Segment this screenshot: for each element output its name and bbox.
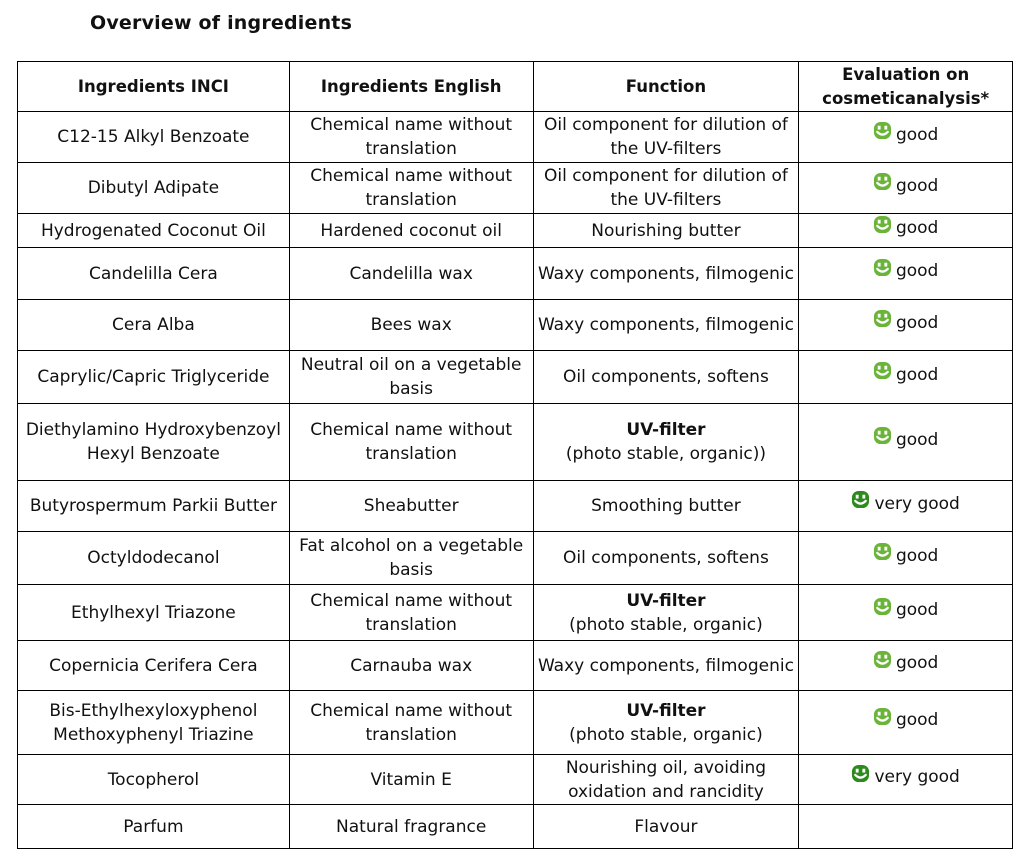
smiley-good-icon: [873, 542, 892, 561]
evaluation-badge: [873, 174, 938, 198]
evaluation-text: good: [895, 653, 939, 674]
cell-english: Hardened coconut oil: [289, 214, 533, 248]
cell-inci: C12-15 Alkyl Benzoate: [18, 112, 290, 163]
smiley-good-icon: [873, 426, 892, 445]
evaluation-text: good: [895, 218, 939, 239]
table-row: [18, 805, 1013, 849]
cell-function: [533, 163, 799, 214]
cell-function: [533, 691, 799, 755]
cell-english: Chemical name without translation: [289, 163, 533, 214]
cell-evaluation: [799, 248, 1013, 300]
function-text: Nourishing butter: [591, 220, 741, 241]
cell-english: Fat alcohol on a vegetable basis: [289, 532, 533, 585]
cell-inci: Cera Alba: [18, 300, 290, 351]
function-text: Waxy components, filmogenic: [537, 315, 794, 335]
function-note: (photo stable, organic): [569, 614, 763, 635]
evaluation-badge: [851, 765, 959, 789]
cell-evaluation: [799, 481, 1013, 532]
evaluation-badge: [873, 363, 938, 387]
cell-inci: Caprylic/Capric Triglyceride: [18, 351, 290, 404]
cell-evaluation: [799, 691, 1013, 755]
function-text: Oil component for dilution of the UV-filters: [543, 166, 788, 210]
smiley-good-icon: [873, 258, 892, 277]
evaluation-badge: [873, 259, 938, 283]
cell-inci: Diethylamino Hydroxybenzoyl Hexyl Benzoate: [18, 404, 290, 481]
cell-evaluation: [799, 532, 1013, 585]
evaluation-text: good: [895, 175, 939, 196]
evaluation-badge: [873, 428, 938, 452]
cell-english: Chemical name without translation: [289, 112, 533, 163]
cell-evaluation: [799, 805, 1013, 849]
table-row: [18, 214, 1013, 248]
cell-english: Bees wax: [289, 300, 533, 351]
cell-english: Neutral oil on a vegetable basis: [289, 351, 533, 404]
header-inci: Ingredients INCI: [18, 62, 290, 112]
table-row: [18, 641, 1013, 691]
ingredients-table: [17, 61, 1013, 849]
function-text: Waxy components, filmogenic: [537, 655, 794, 676]
cell-english: Chemical name without translation: [289, 404, 533, 481]
cell-inci: Bis-Ethylhexyloxyphenol Methoxyphenyl Triazine: [18, 691, 290, 755]
function-text: UV-filter: [626, 420, 706, 440]
cell-inci: Tocopherol: [18, 755, 290, 805]
evaluation-badge: [851, 492, 959, 516]
function-text: Waxy components, filmogenic: [537, 263, 794, 284]
cell-evaluation: [799, 404, 1013, 481]
cell-inci: Hydrogenated Coconut Oil: [18, 214, 290, 248]
smiley-good-icon: [873, 309, 892, 328]
smiley-very-good-icon: [851, 764, 870, 783]
evaluation-badge: [873, 598, 938, 622]
evaluation-badge: [873, 651, 938, 675]
page-title: Overview of ingredients: [90, 12, 353, 34]
evaluation-text: good: [895, 364, 939, 385]
table-row: [18, 532, 1013, 585]
smiley-good-icon: [873, 707, 892, 726]
cell-english: Vitamin E: [289, 755, 533, 805]
cell-function: [533, 248, 799, 300]
cell-inci: Parfum: [18, 805, 290, 849]
cell-english: Chemical name without translation: [289, 691, 533, 755]
table-body: [18, 112, 1013, 849]
table-row: [18, 112, 1013, 163]
function-text: Oil component for dilution of the UV-filters: [543, 115, 788, 159]
cell-function: [533, 404, 799, 481]
evaluation-badge: [873, 708, 938, 732]
evaluation-text: very good: [874, 493, 960, 514]
smiley-good-icon: [873, 597, 892, 616]
evaluation-text: good: [895, 429, 939, 450]
evaluation-text: good: [895, 600, 939, 621]
cell-evaluation: [799, 755, 1013, 805]
cell-function: [533, 351, 799, 404]
header-function: Function: [533, 62, 799, 112]
evaluation-text: good: [895, 261, 939, 282]
function-note: (photo stable, organic)): [565, 444, 767, 464]
table-row: [18, 404, 1013, 481]
smiley-good-icon: [873, 215, 892, 234]
table-row: [18, 755, 1013, 805]
cell-evaluation: [799, 641, 1013, 691]
evaluation-badge: [873, 123, 938, 147]
evaluation-badge: [873, 311, 938, 335]
evaluation-text: very good: [874, 767, 960, 788]
cell-inci: Butyrospermum Parkii Butter: [18, 481, 290, 532]
function-text: Oil components, softens: [563, 548, 769, 568]
table-row: [18, 351, 1013, 404]
cell-function: [533, 300, 799, 351]
function-text: Flavour: [634, 816, 698, 837]
cell-evaluation: [799, 214, 1013, 248]
header-evaluation: Evaluation on cosmeticanalysis*: [799, 62, 1013, 112]
smiley-good-icon: [873, 121, 892, 140]
evaluation-text: good: [895, 710, 939, 731]
table-row: [18, 585, 1013, 641]
function-text: UV-filter: [626, 700, 706, 721]
cell-evaluation: [799, 351, 1013, 404]
table-row: [18, 481, 1013, 532]
cell-english: Candelilla wax: [289, 248, 533, 300]
cell-function: [533, 585, 799, 641]
cell-function: [533, 755, 799, 805]
cell-function: [533, 112, 799, 163]
evaluation-text: good: [895, 545, 939, 566]
cell-evaluation: [799, 163, 1013, 214]
cell-evaluation: [799, 585, 1013, 641]
header-english: Ingredients English: [289, 62, 533, 112]
cell-function: [533, 805, 799, 849]
function-note: (photo stable, organic): [569, 724, 763, 745]
cell-inci: Copernicia Cerifera Cera: [18, 641, 290, 691]
cell-function: [533, 214, 799, 248]
smiley-good-icon: [873, 361, 892, 380]
cell-evaluation: [799, 300, 1013, 351]
smiley-good-icon: [873, 650, 892, 669]
table-header-row: [18, 62, 1013, 112]
function-text: Oil components, softens: [563, 367, 769, 387]
table-row: [18, 691, 1013, 755]
cell-inci: Dibutyl Adipate: [18, 163, 290, 214]
cell-inci: Octyldodecanol: [18, 532, 290, 585]
evaluation-text: good: [895, 312, 939, 333]
evaluation-badge: [873, 544, 938, 568]
table-row: [18, 300, 1013, 351]
cell-english: Natural fragrance: [289, 805, 533, 849]
smiley-good-icon: [873, 172, 892, 191]
function-text: Smoothing butter: [591, 496, 741, 516]
cell-function: [533, 532, 799, 585]
cell-inci: Ethylhexyl Triazone: [18, 585, 290, 641]
cell-english: Carnauba wax: [289, 641, 533, 691]
cell-inci: Candelilla Cera: [18, 248, 290, 300]
function-text: UV-filter: [626, 590, 706, 611]
cell-english: Chemical name without translation: [289, 585, 533, 641]
cell-function: [533, 481, 799, 532]
function-text: Nourishing oil, avoiding oxidation and rancidity: [565, 757, 767, 802]
table-row: [18, 248, 1013, 300]
cell-function: [533, 641, 799, 691]
table-row: [18, 163, 1013, 214]
cell-english: Sheabutter: [289, 481, 533, 532]
evaluation-badge: [873, 216, 938, 240]
smiley-very-good-icon: [851, 490, 870, 509]
cell-evaluation: [799, 112, 1013, 163]
evaluation-text: good: [895, 124, 939, 145]
